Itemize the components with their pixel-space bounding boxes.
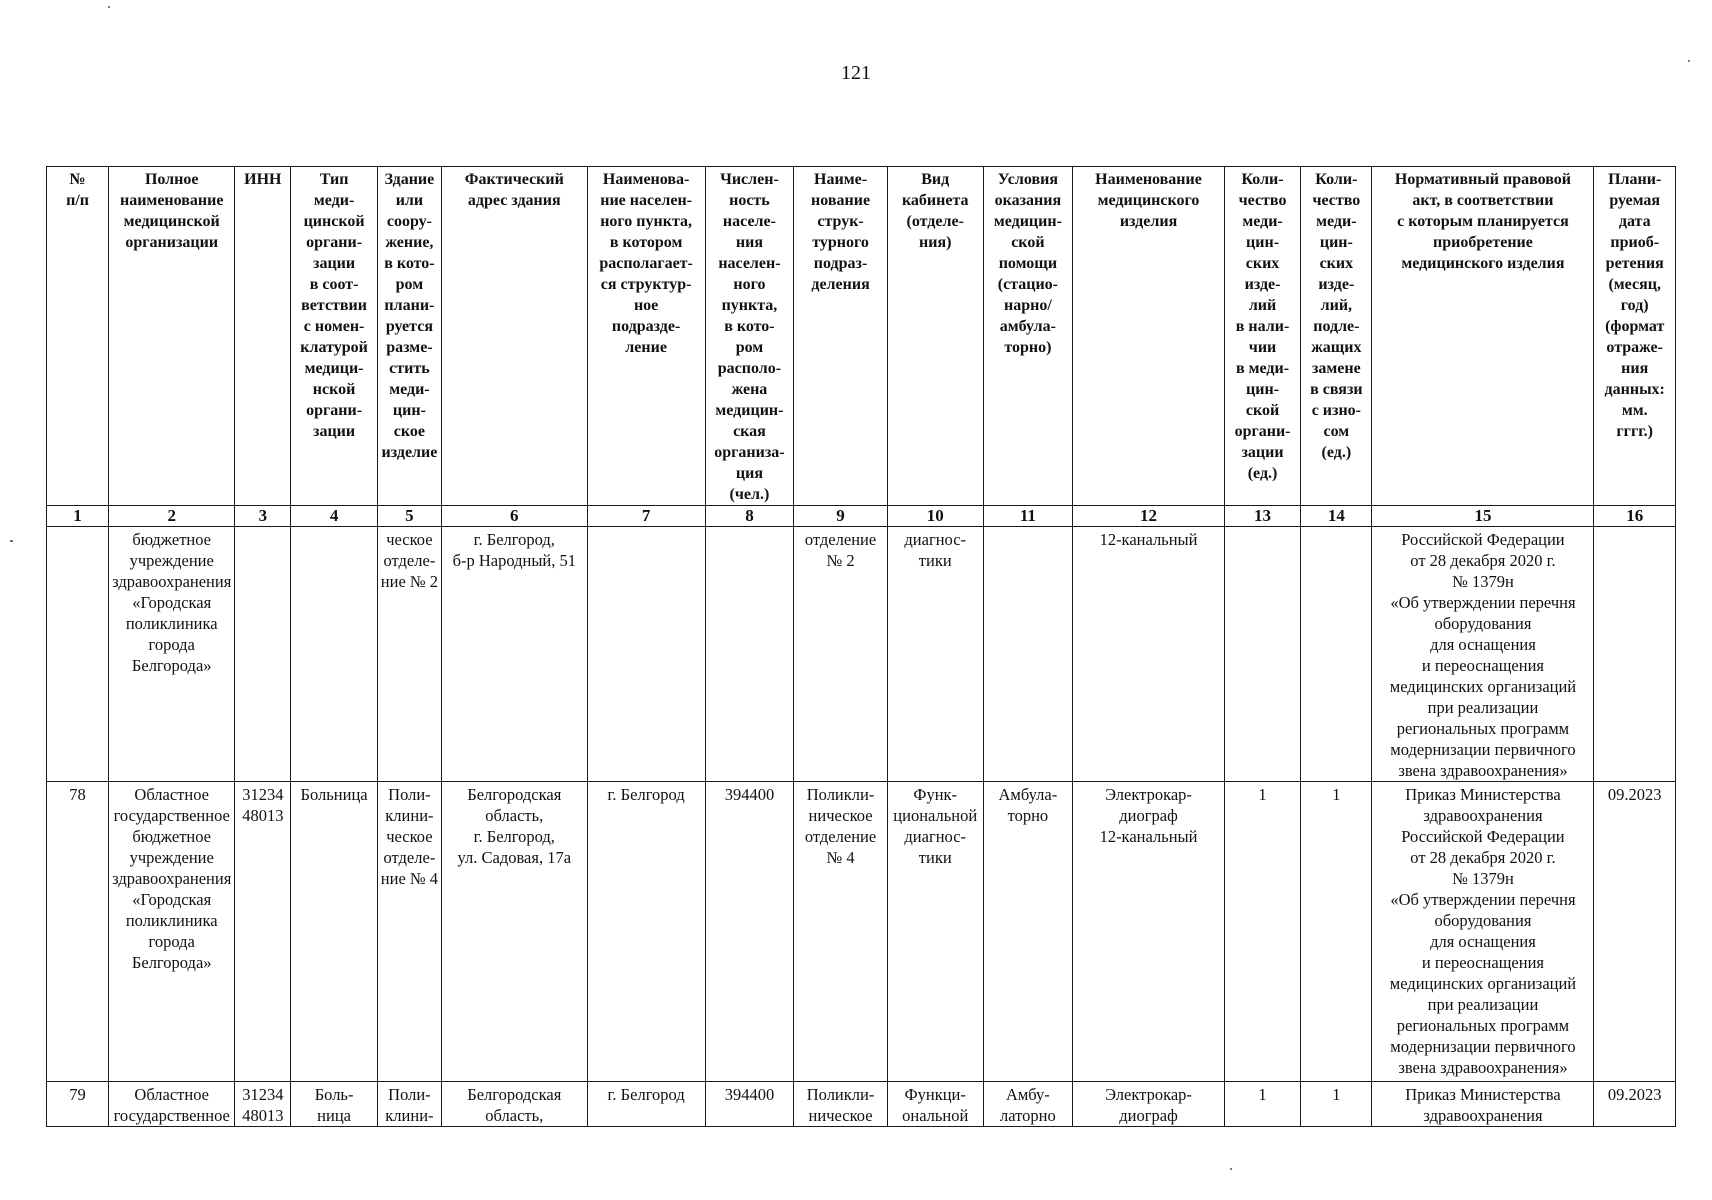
header-cell-9: Наиме- нование струк- турного подраз- деления bbox=[794, 167, 888, 506]
inn bbox=[235, 527, 291, 782]
structural-unit: Поликли- ническое bbox=[794, 1082, 888, 1127]
device-name: Электрокар- диограф bbox=[1073, 1082, 1225, 1127]
header-cell-8: Числен- ность населе- ния населен- ного пункта, в кото- ром располо- жена медицин- ская организа- ция (чел.) bbox=[705, 167, 794, 506]
organization-name: Областное государственное bbox=[109, 1082, 235, 1127]
inn: 31234 48013 bbox=[235, 782, 291, 1082]
header-cell-7: Наименова- ние населен- ного пункта, в котором располагает- ся структур- ное подразде- ление bbox=[587, 167, 705, 506]
table-row bbox=[47, 782, 1676, 1082]
legal-act: Приказ Министерства здравоохранения bbox=[1372, 1082, 1594, 1127]
devices-to-replace: 1 bbox=[1301, 1082, 1372, 1127]
cabinet-type: Функци- ональной bbox=[887, 1082, 983, 1127]
column-number: 9 bbox=[794, 506, 888, 527]
row-number bbox=[47, 527, 109, 782]
header-cell-15: Нормативный правовой акт, в соответствии с которым планируется приобретение медицинского изделия bbox=[1372, 167, 1594, 506]
address: г. Белгород, б-р Народный, 51 bbox=[441, 527, 587, 782]
header-cell-10: Вид кабинета (отделе- ния) bbox=[887, 167, 983, 506]
header-cell-13: Коли- чество меди- цин- ских изде- лий в нали- чии в меди- цин- ской органи- зации (ед.) bbox=[1224, 167, 1300, 506]
page-number: 121 bbox=[841, 62, 871, 84]
cabinet-type: диагнос- тики bbox=[887, 527, 983, 782]
devices-to-replace bbox=[1301, 527, 1372, 782]
population bbox=[705, 527, 794, 782]
column-number: 12 bbox=[1073, 506, 1225, 527]
building: Поли- клини- bbox=[377, 1082, 441, 1127]
building: ческое отделе- ние № 2 bbox=[377, 527, 441, 782]
header-cell-11: Условия оказания медицин- ской помощи (стацио- нарно/ амбула- торно) bbox=[983, 167, 1073, 506]
table-row bbox=[47, 1082, 1676, 1127]
population: 394400 bbox=[705, 1082, 794, 1127]
column-number: 7 bbox=[587, 506, 705, 527]
organization-name: Областное государственное бюджетное учреждение здравоохранения «Городская поликлиника города Белгорода» bbox=[109, 782, 235, 1082]
structural-unit: Поликли- ническое отделение № 4 bbox=[794, 782, 888, 1082]
planned-date bbox=[1594, 527, 1676, 782]
address: Белгородская область, г. Белгород, ул. Садовая, 17а bbox=[441, 782, 587, 1082]
legal-act: Приказ Министерства здравоохранения Российской Федерации от 28 декабря 2020 г. № 1379н «Об утверждении перечня оборудования для оснащения и переоснащения медицинских организаций при реализации региональных программ модернизации первичного звена здравоохранения» bbox=[1372, 782, 1594, 1082]
care-conditions bbox=[983, 527, 1073, 782]
header-cell-4: Тип меди- цинской органи- зации в соот- ветствии с номен- клатурой медици- нской органи- зации bbox=[291, 167, 378, 506]
column-number: 6 bbox=[441, 506, 587, 527]
column-number: 16 bbox=[1594, 506, 1676, 527]
column-number: 10 bbox=[887, 506, 983, 527]
settlement: г. Белгород bbox=[587, 782, 705, 1082]
scan-speck bbox=[1230, 1168, 1232, 1170]
column-number: 3 bbox=[235, 506, 291, 527]
organization-type: Боль- ница bbox=[291, 1082, 378, 1127]
header-cell-5: Здание или соору- жение, в кото- ром плани- руется разме- стить меди- цин- ское изделие bbox=[377, 167, 441, 506]
column-number-row bbox=[47, 506, 1676, 527]
organization-name: бюджетное учреждение здравоохранения «Городская поликлиника города Белгорода» bbox=[109, 527, 235, 782]
device-name: Электрокар- диограф 12-канальный bbox=[1073, 782, 1225, 1082]
column-number: 15 bbox=[1372, 506, 1594, 527]
row-number: 79 bbox=[47, 1082, 109, 1127]
column-number: 13 bbox=[1224, 506, 1300, 527]
devices-available: 1 bbox=[1224, 782, 1300, 1082]
column-number: 14 bbox=[1301, 506, 1372, 527]
care-conditions: Амбула- торно bbox=[983, 782, 1073, 1082]
devices-available: 1 bbox=[1224, 1082, 1300, 1127]
inn: 31234 48013 bbox=[235, 1082, 291, 1127]
scan-speck bbox=[1688, 60, 1690, 62]
column-number: 5 bbox=[377, 506, 441, 527]
column-number: 11 bbox=[983, 506, 1073, 527]
cabinet-type: Функ- циональной диагнос- тики bbox=[887, 782, 983, 1082]
settlement bbox=[587, 527, 705, 782]
column-number: 4 bbox=[291, 506, 378, 527]
address: Белгородская область, bbox=[441, 1082, 587, 1127]
legal-act: Российской Федерации от 28 декабря 2020 г. № 1379н «Об утверждении перечня оборудования для оснащения и переоснащения медицинских организаций при реализации региональных программ модернизации первичного звена здравоохранения» bbox=[1372, 527, 1594, 782]
organization-type: Больница bbox=[291, 782, 378, 1082]
table-row-continued bbox=[47, 527, 1676, 782]
column-number: 1 bbox=[47, 506, 109, 527]
header-cell-3: ИНН bbox=[235, 167, 291, 506]
devices-available bbox=[1224, 527, 1300, 782]
header-cell-2: Полное наименование медицинской организации bbox=[109, 167, 235, 506]
column-number: 8 bbox=[705, 506, 794, 527]
header-row bbox=[47, 167, 1676, 506]
structural-unit: отделение № 2 bbox=[794, 527, 888, 782]
organization-type bbox=[291, 527, 378, 782]
header-cell-16: Плани- руемая дата приоб- ретения (месяц, год) (формат отраже- ния данных: мм. гггг.) bbox=[1594, 167, 1676, 506]
header-cell-1: № п/п bbox=[47, 167, 109, 506]
population: 394400 bbox=[705, 782, 794, 1082]
settlement: г. Белгород bbox=[587, 1082, 705, 1127]
scan-speck bbox=[10, 540, 13, 542]
care-conditions: Амбу- латорно bbox=[983, 1082, 1073, 1127]
planned-date: 09.2023 bbox=[1594, 782, 1676, 1082]
medical-equipment-table bbox=[46, 166, 1676, 1127]
building: Поли- клини- ческое отделе- ние № 4 bbox=[377, 782, 441, 1082]
device-name: 12-канальный bbox=[1073, 527, 1225, 782]
scan-speck bbox=[108, 6, 110, 8]
planned-date: 09.2023 bbox=[1594, 1082, 1676, 1127]
header-cell-12: Наименование медицинского изделия bbox=[1073, 167, 1225, 506]
row-number: 78 bbox=[47, 782, 109, 1082]
column-number: 2 bbox=[109, 506, 235, 527]
header-cell-14: Коли- чество меди- цин- ских изде- лий, подле- жащих замене в связи с изно- сом (ед.) bbox=[1301, 167, 1372, 506]
devices-to-replace: 1 bbox=[1301, 782, 1372, 1082]
header-cell-6: Фактический адрес здания bbox=[441, 167, 587, 506]
